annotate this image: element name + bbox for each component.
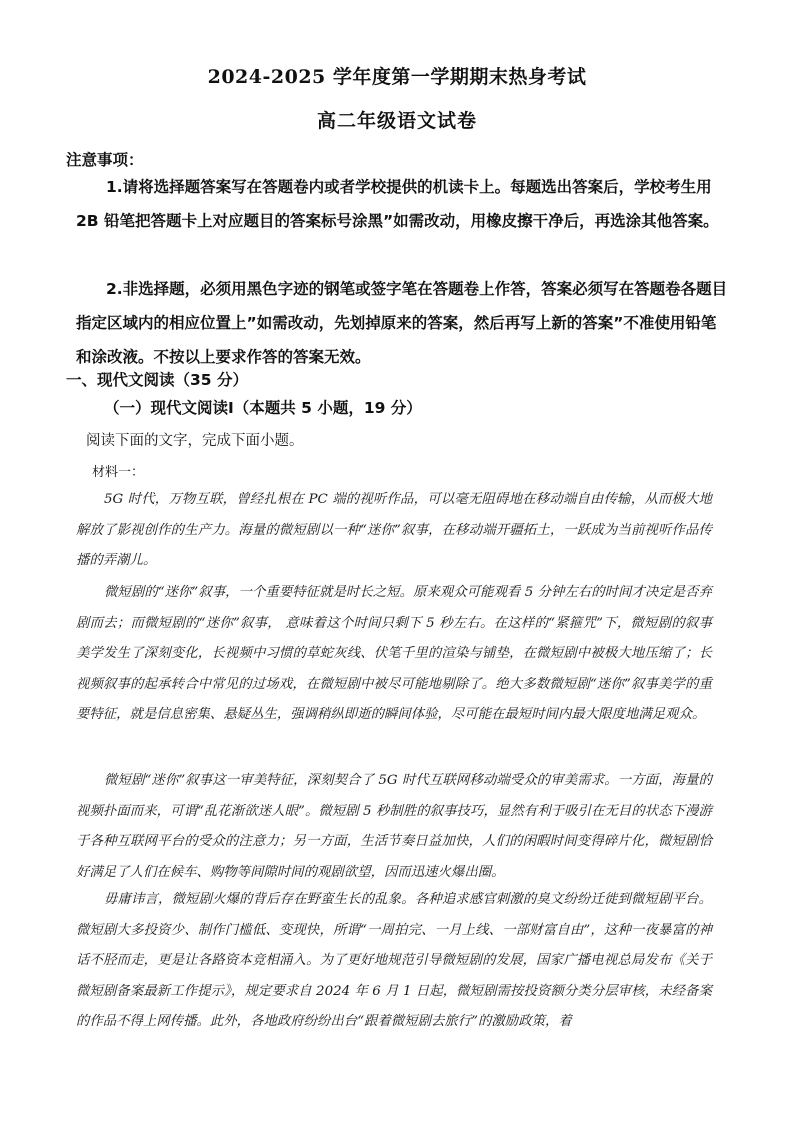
exam-title: 2024-2025 学年度第一学期期末热身考试 (207, 66, 587, 88)
notes-heading: 注意事项： (66, 151, 144, 169)
note-item-2: 2.非选择题，必须用黑色字迹的钢笔或签字笔在答题卷上作答，答案必须写在答题卷各题目指定区域内的相应位置上”如需改动，先划掉原来的答案，然后再写上新的答案”不准使用铅笔和涂改液。不按以上要求作答的答案无效。 (76, 280, 728, 366)
exam-subtitle: 高二年级语文试卷 (316, 110, 477, 132)
reading-instruction: 阅读下面的文字，完成下面小题。 (86, 433, 304, 449)
note-item-1: 1.请将选择题答案写在答题卷内或者学校提供的机读卡上。每题选出答案后，学校考生用 2B 铅笔把答题卡上对应题目的答案标号涂黑”如需改动，用橡皮擦干净后，再选涂其他答案。 (76, 178, 719, 230)
paragraph: 毋庸讳言，微短剧火爆的背后存在野蛮生长的乱象。各种追求感官刺激的臭文纷纷迁徙到微短剧平台。微短剧大多投资少、制作门槛低、变现快，所谓“一周拍完、一月上线、一部财富自由”，这种一夜暴富的神话不胫而走，更是让各路资本竞相涌入。为了更好地规范引导微短剧的发展，国家广播电视总局发布《关于微短剧备案最新工作提示》，规定要求自 2024 年 6 月 1 日起，微短剧需按投资额分类分层审核，未经备案的作品不得上网传播。此外，各地政府纷纷出台“跟着微短剧去旅行”的激励政策，着 (76, 892, 712, 1029)
material-label: 材料一： (92, 465, 145, 480)
paragraph: 微短剧的“迷你”叙事，一个重要特征就是时长之短。原来观众可能观看 5 分钟左右的时间才决定是否弃剧而去；而微短剧的“迷你”叙事， 意味着这个时间只剩下 5 秒左右。在这样的“紧箍咒”下，微短剧的叙事美学发生了深刻变化，长视频中习惯的草蛇灰线、伏笔千里的渲染与铺垫，在微短剧中被极大地压缩了；长视频叙事的起承转合中常见的过场戏，在微短剧中被尽可能地剔除了。绝大多数微短剧“迷你”叙事美学的重要特征，就是信息密集、悬疑丛生，强调稍纵即逝的瞬间体验，尽可能在最短时间内最大限度地满足观众。 (76, 585, 712, 722)
section-heading: 一、现代文阅读（35 分） (66, 371, 248, 389)
paragraph: 5G 时代，万物互联，曾经扎根在 PC 端的视听作品，可以毫无阻碍地在移动端自由传输，从而极大地解放了影视创作的生产力。海量的微短剧以一种“迷你”叙事，在移动端开疆拓土，一跃成为当前视听作品传播的弄潮儿。 (76, 492, 712, 568)
subsection-heading: （一）现代文阅读Ⅰ（本题共 5 小题，19 分） (104, 399, 422, 417)
paragraph: 微短剧“迷你”叙事这一审美特征，深刻契合了 5G 时代互联网移动端受众的审美需求。一方面，海量的视频扑面而来，可谓“乱花渐欲迷人眼”。微短剧 5 秒制胜的叙事技巧，显然有利于吸引在无目的状态下漫游于各种互联网平台的受众的注意力；另一方面，生活节奏日益加快，人们的闲暇时间变得碎片化，微短剧恰好满足了人们在候车、购物等间隙时间的观剧欲望，因而迅速火爆出圈。 (76, 773, 712, 880)
